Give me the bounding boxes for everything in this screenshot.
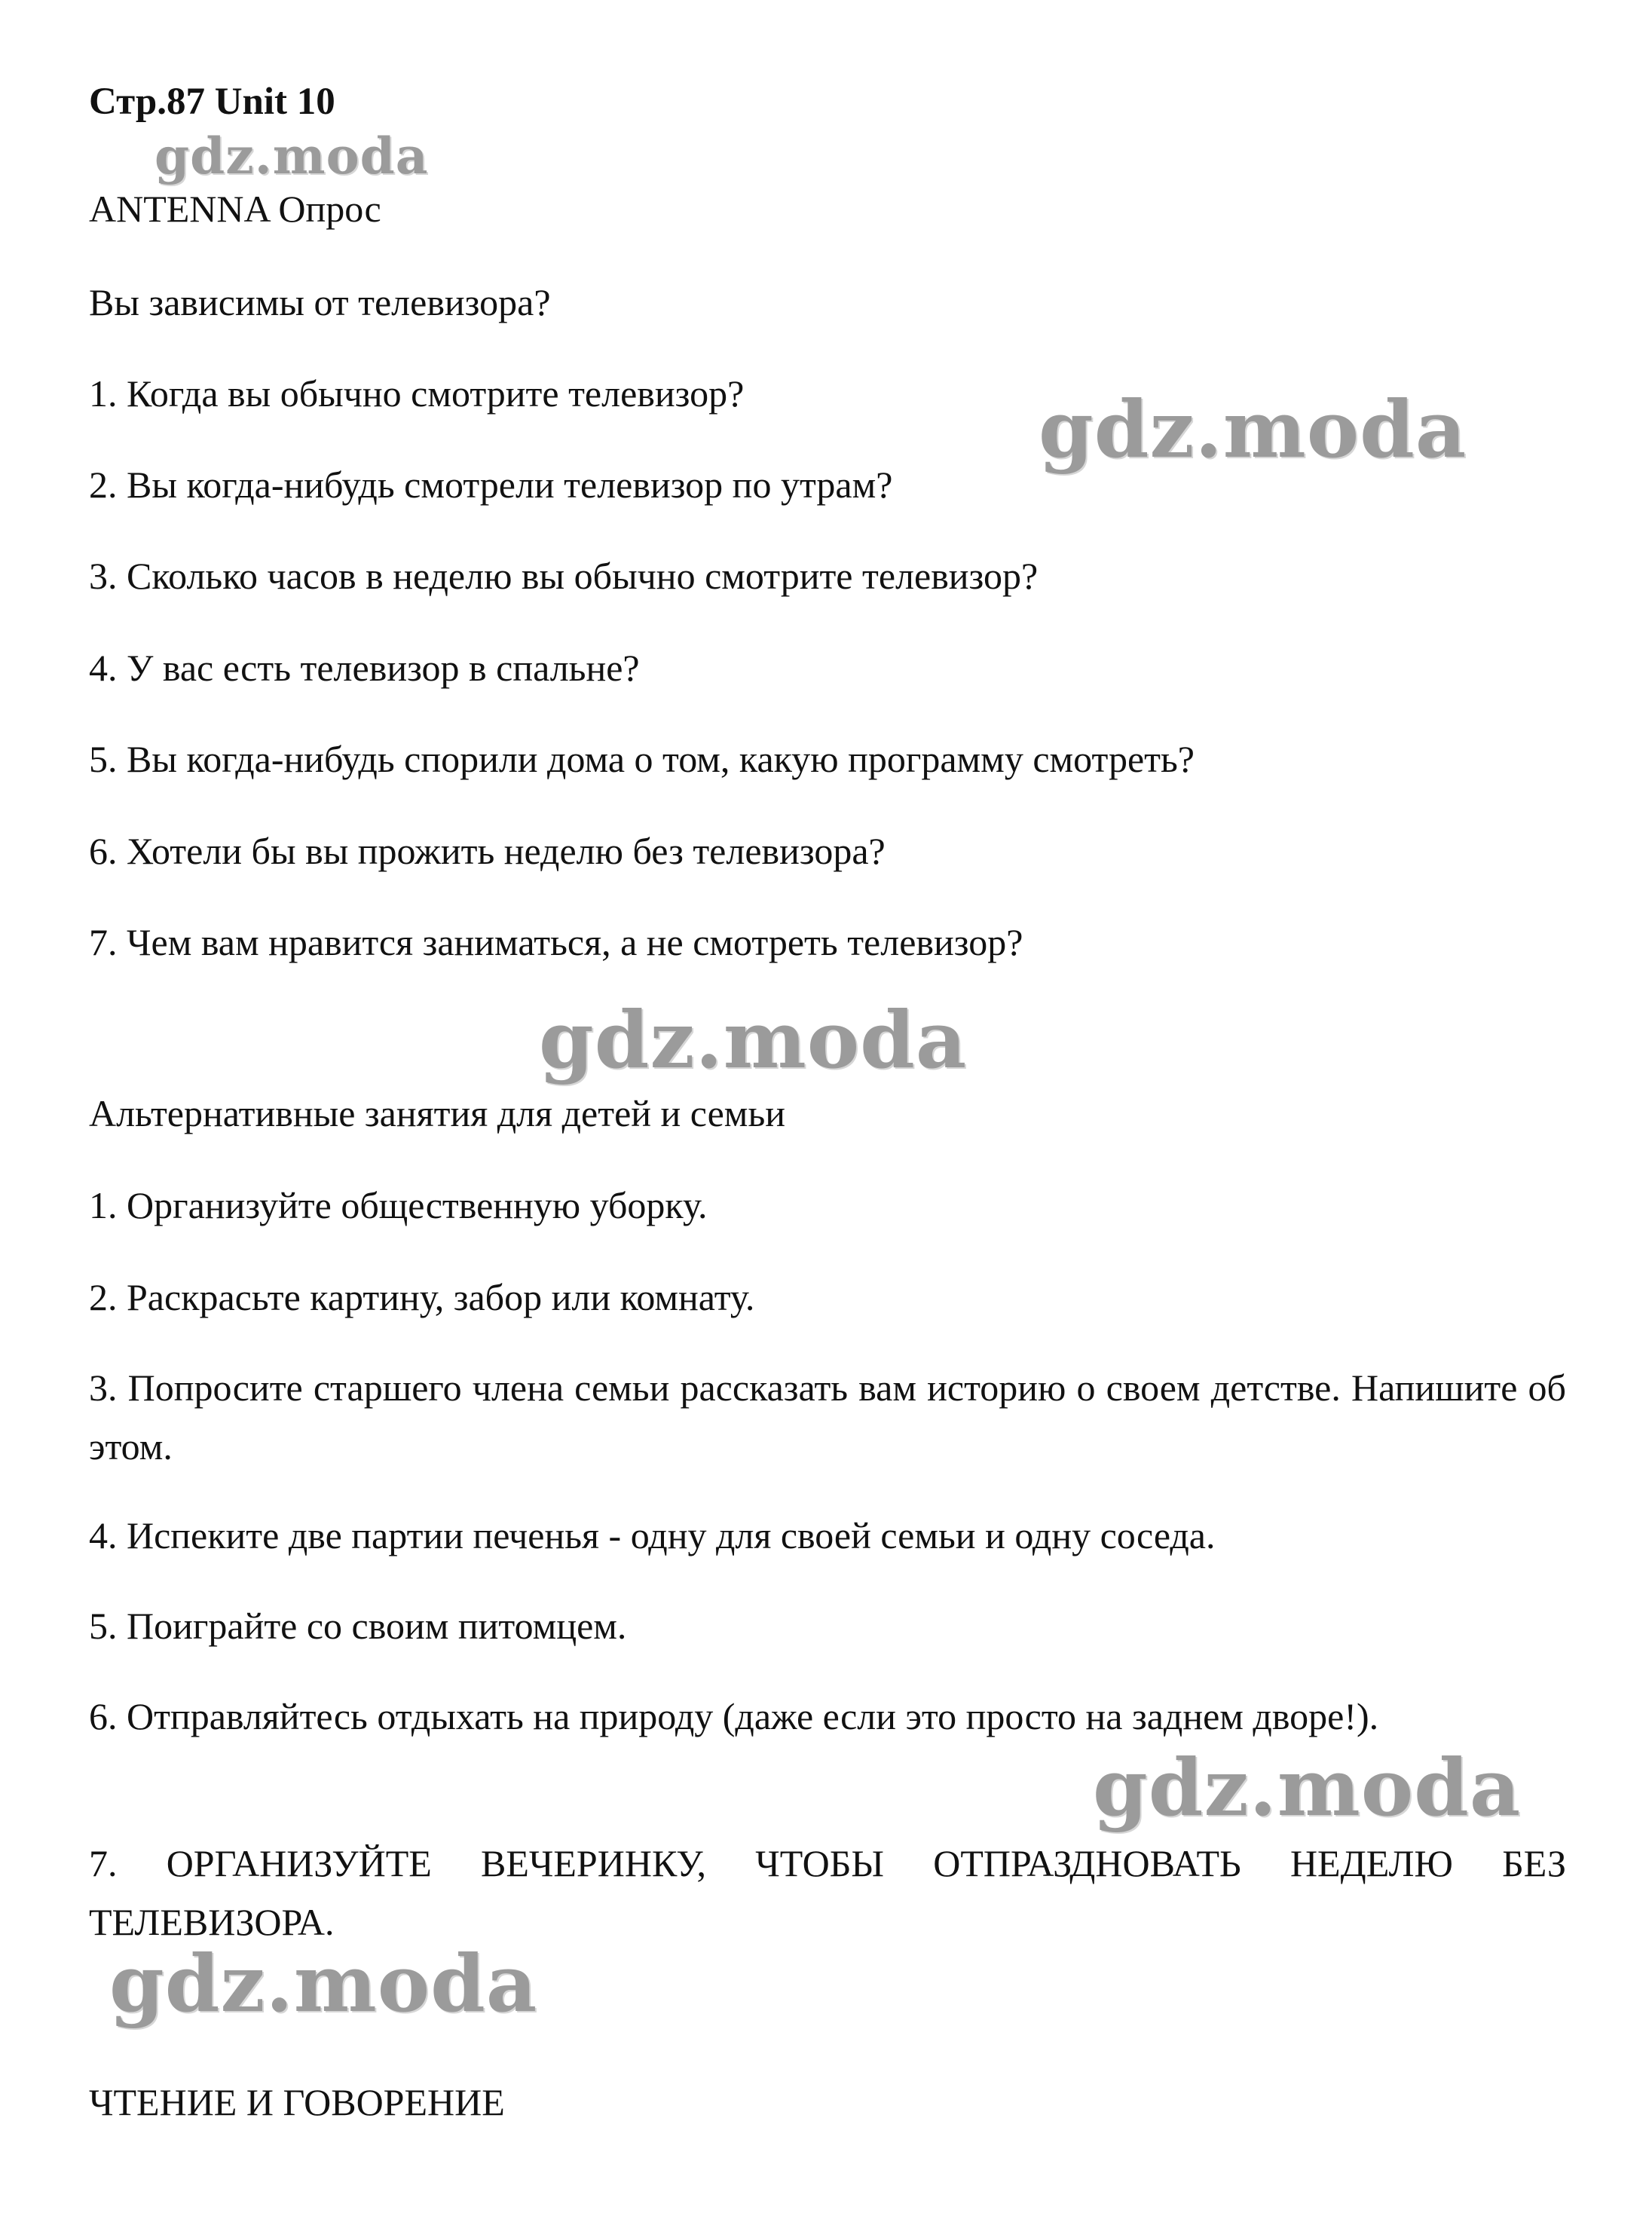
activity-item: 6. Отправляйтесь отдыхать на природу (даже если это просто на заднем дворе!). — [89, 1695, 1379, 1737]
activity-item: 1. Организуйте общественную уборку. — [89, 1184, 708, 1226]
watermark: gdz.moda — [154, 127, 429, 185]
watermark: gdz.moda — [1093, 1741, 1522, 1834]
activity-item: 4. Испеките две партии печенья - одну для своей семьи и одну соседа. — [89, 1514, 1216, 1556]
survey-question: Вы зависимы от телевизора? — [89, 281, 551, 323]
survey-item: 2. Вы когда-нибудь смотрели телевизор по утрам? — [89, 464, 893, 506]
section-heading: ЧТЕНИЕ И ГОВОРЕНИЕ — [89, 2081, 505, 2123]
survey-item: 5. Вы когда-нибудь спорили дома о том, какую программу смотреть? — [89, 738, 1195, 780]
survey-item: 1. Когда вы обычно смотрите телевизор? — [89, 372, 745, 415]
activity-item: 2. Раскрасьте картину, забор или комнату. — [89, 1276, 755, 1318]
survey-item: 3. Сколько часов в неделю вы обычно смотрите телевизор? — [89, 555, 1039, 597]
activity-item: 5. Поиграйте со своим питомцем. — [89, 1605, 627, 1647]
survey-item: 6. Хотели бы вы прожить неделю без телевизора? — [89, 830, 886, 872]
survey-item: 4. У вас есть телевизор в спальне? — [89, 647, 640, 689]
activity-item: 3. Попросите старшего члена семьи рассказать вам историю о своем детстве. Напишите об этом. — [89, 1367, 1566, 1468]
watermark: gdz.moda — [539, 993, 968, 1086]
activities-title: Альтернативные занятия для детей и семьи — [89, 1092, 785, 1134]
survey-item: 7. Чем вам нравится заниматься, а не смотреть телевизор? — [89, 921, 1023, 963]
activity-item: 7. ОРГАНИЗУЙТЕ ВЕЧЕРИНКУ, ЧТОБЫ ОТПРАЗДНОВАТЬ НЕДЕЛЮ БЕЗ ТЕЛЕВИЗОРА. — [89, 1842, 1566, 1943]
watermark: gdz.moda — [1039, 383, 1467, 476]
survey-heading: ANTENNA Опрос — [89, 188, 381, 230]
page-reference: Стр.87 Unit 10 — [89, 81, 335, 123]
watermark: gdz.moda — [109, 1937, 538, 2030]
